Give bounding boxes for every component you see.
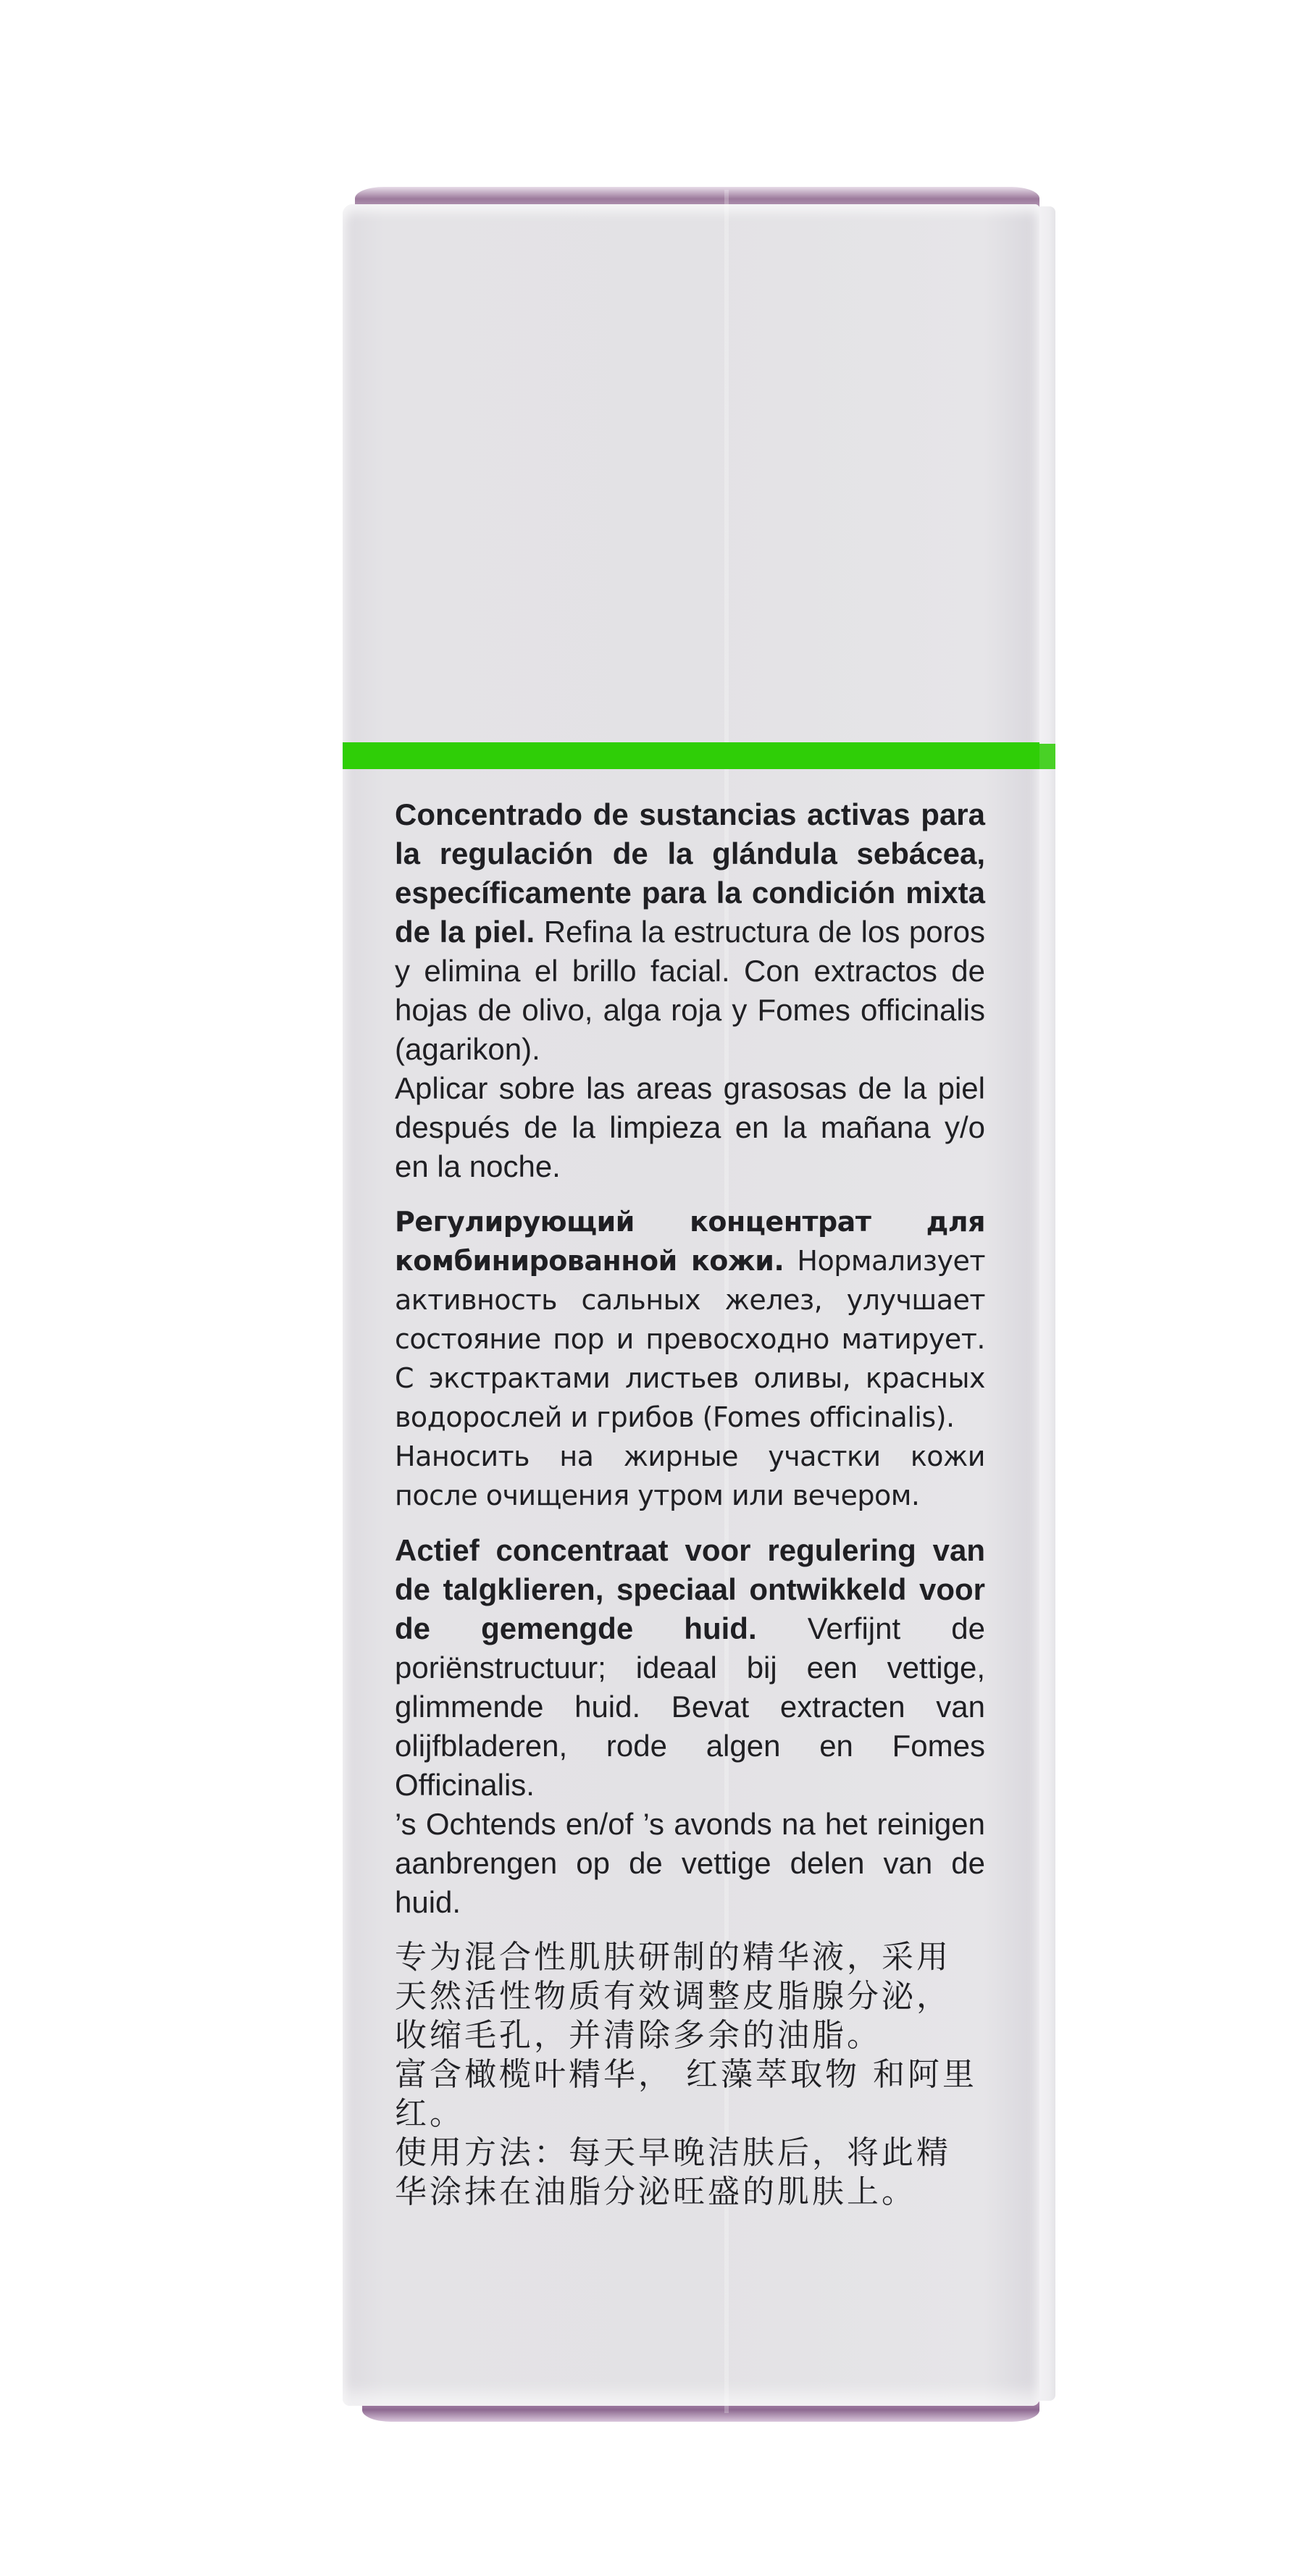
chinese-heading: 专为混合性肌肤研制的精华液，采用天然活性物质有效调整皮脂腺分泌，收缩毛孔，并清除多余的油脂。 [395,1939,951,2054]
russian-description: Нормализует активность сальных желез, улучшает состояние пор и превосходно матирует. С экстрактами листьев оливы, красных водорослей и грибов (Fomes officinalis). [395,1245,985,1433]
product-description-column [395,795,985,2228]
russian-usage: Наносить на жирные участки кожи после очищения утром или вечером. [395,1440,985,1511]
spanish-usage: Aplicar sobre las areas grasosas de la piel después de la limpieza en la mañana y/o en la noche. [395,1071,985,1183]
box-side-flap [1039,206,1055,2401]
dutch-heading: Actief concentraat voor regulering van de talgklieren, speciaal ontwikkeld voor de gemengde huid. [395,1533,985,1645]
section-russian [395,1202,985,1515]
chinese-usage: 使用方法：每天早晚洁肤后，将此精华涂抹在油脂分泌旺盛的肌肤上。 [395,2134,951,2210]
russian-heading: Регулирующий концентрат для комбинированной кожи. [395,1206,985,1277]
accent-stripe [343,742,1039,769]
section-dutch [395,1531,985,1922]
dutch-description: Verfijnt de poriënstructuur; ideaal bij een vettige, glimmende huid. Bevat extracten van olijfbladeren, rode algen en Fomes Officinalis. [395,1611,986,1802]
spanish-heading: Concentrado de sustancias activas para la regulación de la glándula sebácea, específicamente para la condición mixta de la piel. [395,797,985,949]
section-spanish [395,795,985,1186]
section-chinese [395,1938,985,2212]
spanish-description: Refina la estructura de los poros y elimina el brillo facial. Con extractos de hojas de olivo, alga roja y Fomes officinalis (agarikon). [395,915,985,1066]
chinese-description: 富含橄榄叶精华， 红藻萃取物 和阿里红。 [395,2056,977,2132]
accent-stripe-edge [1039,744,1055,769]
dutch-usage: ’s Ochtends en/of ’s avonds na het reinigen aanbrengen op de vettige delen van de huid. [395,1807,985,1919]
